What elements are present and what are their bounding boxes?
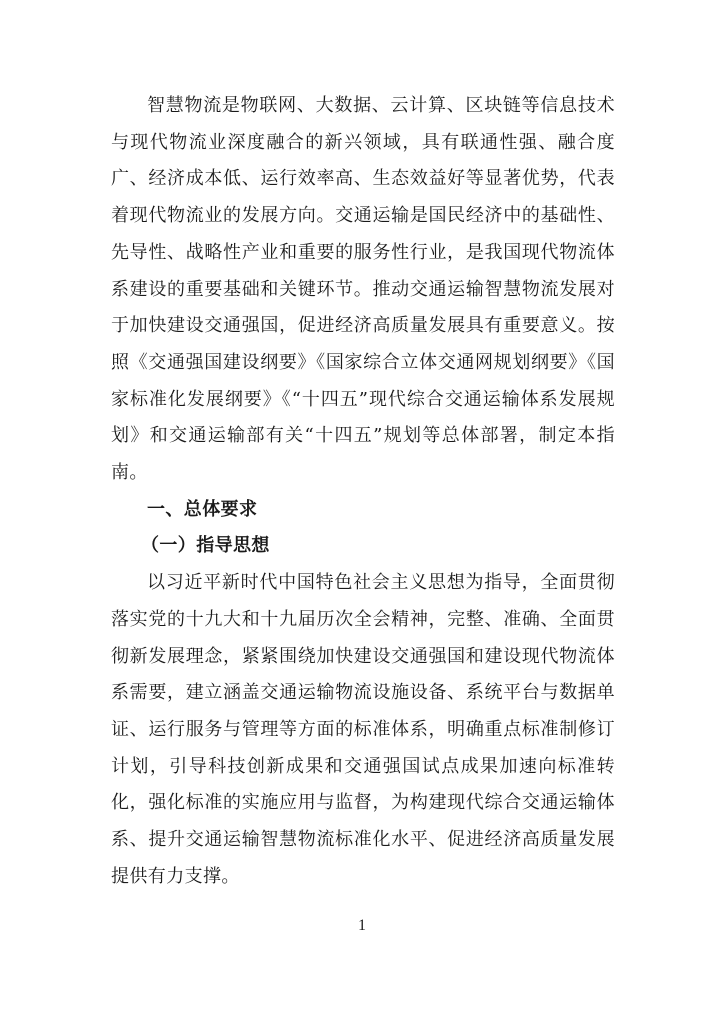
page-number: 1 — [358, 917, 366, 934]
intro-paragraph: 智慧物流是物联网、大数据、云计算、区块链等信息技术与现代物流业深度融合的新兴领域，具有联通性强、融合度广、经济成本低、运行效率高、生态效益好等显著优势，代表着现代物流业的发展方向。交通运输是国民经济中的基础性、先导性、战略性产业和重要的服务性行业，是我国现代物流体系建设的重要基础和关键环节。推动交通运输智慧物流发展对于加快建设交通强国，促进经济高质量发展具有重要意义。按照《交通强国建设纲要》《国家综合立体交通网规划纲要》《国家标准化发展纲要》《“十四五”现代综合交通运输体系发展规划》和交通运输部有关“十四五”规划等总体部署，制定本指南。 — [111, 95, 615, 484]
section-heading: 一、总体要求 — [147, 498, 258, 520]
document-body — [111, 88, 615, 895]
subsection-heading: （一）指导思想 — [141, 535, 270, 557]
guiding-paragraph: 以习近平新时代中国特色社会主义思想为指导，全面贯彻落实党的十九大和十九届历次全会精神，完整、准确、全面贯彻新发展理念，紧紧围绕加快建设交通强国和建设现代物流体系需要，建立涵盖交通运输物流设施设备、系统平台与数据单证、运行服务与管理等方面的标准体系，明确重点标准制修订计划，引导科技创新成果和交通强国试点成果加速向标准转化，强化标准的实施应用与监督，为构建现代综合交通运输体系、提升交通运输智慧物流标准化水平、促进经济高质量发展提供有力支撑。 — [111, 572, 615, 887]
